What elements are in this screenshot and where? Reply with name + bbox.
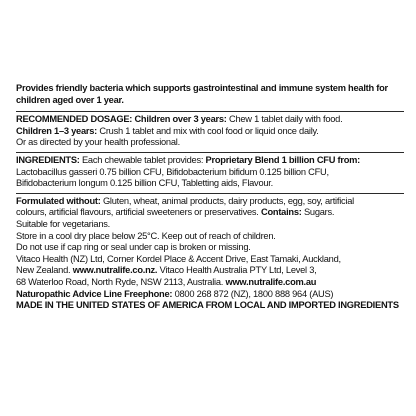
dosage-age13-label: Children 1–3 years: xyxy=(16,125,98,136)
vegetarian-note: Suitable for vegetarians. xyxy=(16,218,111,229)
formulated-list: Gluten, wheat, animal products, dairy products, egg, soy, artificial xyxy=(102,195,354,206)
formulated-section xyxy=(16,196,404,312)
company-address: 68 Waterloo Road, North Ryde, NSW 2113, Australia. xyxy=(16,276,224,287)
contains-value: Sugars. xyxy=(303,207,335,218)
formulated-heading: Formulated without: xyxy=(16,195,101,206)
dosage-over3-text: Chew 1 tablet daily with food. xyxy=(228,114,343,125)
advice-line-label: Naturopathic Advice Line Freephone: xyxy=(16,288,173,299)
company-address: New Zealand. xyxy=(16,265,71,276)
advice-line-numbers: 0800 268 872 (NZ), 1800 888 964 (AUS) xyxy=(174,288,334,299)
intro-statement: Provides friendly bacteria which supports gastrointestinal and immune system health for children aged over 1 year. xyxy=(16,83,388,105)
ingredients-section xyxy=(16,155,404,190)
dosage-section xyxy=(16,114,404,149)
ingredients-line: Bifidobacterium longum 0.125 billion CFU, Tabletting aids, Flavour. xyxy=(16,178,273,189)
ingredients-heading: INGREDIENTS: xyxy=(16,154,80,165)
dosage-professional-note: Or as directed by your health professional. xyxy=(16,137,180,148)
formulated-list: colours, artificial flavours, artificial sweeteners or preservatives. xyxy=(16,207,259,218)
divider xyxy=(16,152,404,153)
company-address: Vitaco Health Australia PTY Ltd, Level 3, xyxy=(159,265,317,276)
dosage-heading: RECOMMENDED DOSAGE: xyxy=(16,114,133,125)
storage-note: Do not use if cap ring or seal under cap is broken or missing. xyxy=(16,242,251,253)
storage-note: Store in a cool dry place below 25°C. Keep out of reach of children. xyxy=(16,230,276,241)
contains-label: Contains: xyxy=(261,207,302,218)
product-label-text xyxy=(16,83,404,315)
au-website: www.nutralife.com.au xyxy=(225,276,317,287)
ingredients-blend: Proprietary Blend 1 billion CFU from: xyxy=(205,154,361,165)
dosage-age13-text: Crush 1 tablet and mix with cool food or liquid once daily. xyxy=(99,125,319,136)
divider xyxy=(16,193,404,194)
made-in-statement: MADE IN THE UNITED STATES OF AMERICA FROM LOCAL AND IMPORTED INGREDIENTS xyxy=(16,300,399,311)
dosage-over3-label: Children over 3 years: xyxy=(134,114,227,125)
company-address: Vitaco Health (NZ) Ltd, Corner Kordel Place & Accent Drive, East Tamaki, Auckland, xyxy=(16,253,341,264)
nz-website: www.nutralife.co.nz. xyxy=(72,265,158,276)
ingredients-intro: Each chewable tablet provides: xyxy=(81,154,204,165)
divider xyxy=(16,111,404,112)
ingredients-line: Lactobacillus gasseri 0.75 billion CFU, Bifidobacterium bifidum 0.125 billion CFU, xyxy=(16,166,329,177)
